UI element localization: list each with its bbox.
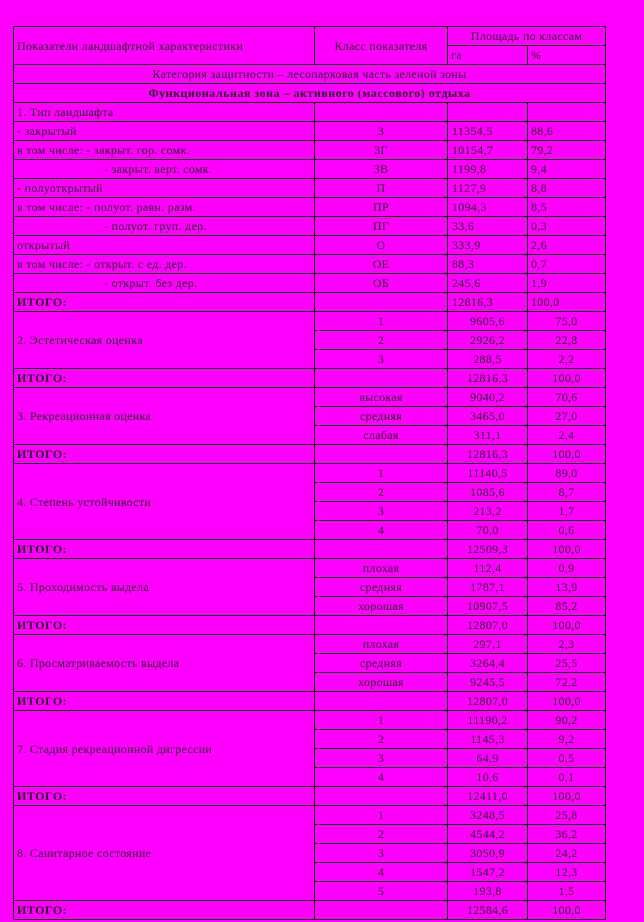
row-area-ha: 3050,9 bbox=[448, 844, 528, 863]
row-area-pct: 89,0 bbox=[528, 464, 606, 483]
table-row bbox=[14, 806, 606, 825]
empty-cell bbox=[315, 787, 448, 806]
total-label: ИТОГО: bbox=[14, 692, 315, 711]
row-area-pct: 22,8 bbox=[528, 331, 606, 350]
table-row bbox=[14, 274, 606, 293]
table-row bbox=[14, 711, 606, 730]
section-title: 7. Стадия рекреационной дигрессии bbox=[14, 711, 315, 787]
category-label: Категория защитности – лесопарковая часть зеленой зоны bbox=[14, 65, 606, 84]
header-row-top bbox=[14, 27, 606, 46]
row-class: З bbox=[315, 122, 448, 141]
total-area-pct: 100,0 bbox=[528, 692, 606, 711]
row-area-pct: 9,4 bbox=[528, 160, 606, 179]
zone-row bbox=[14, 84, 606, 103]
total-area-ha: 12411,0 bbox=[448, 787, 528, 806]
empty-cell bbox=[315, 540, 448, 559]
category-row bbox=[14, 65, 606, 84]
row-area-pct: 1,5 bbox=[528, 882, 606, 901]
row-area-pct: 85,2 bbox=[528, 597, 606, 616]
row-area-ha: 11354,5 bbox=[448, 122, 528, 141]
total-label: ИТОГО: bbox=[14, 901, 315, 920]
landscape-section-title: 1. Тип ландшафта bbox=[14, 103, 315, 122]
row-area-pct: 2,4 bbox=[528, 426, 606, 445]
section-title: 2. Эстетическая оценка bbox=[14, 312, 315, 369]
total-area-pct: 100,0 bbox=[528, 369, 606, 388]
row-area-pct: 0,5 bbox=[528, 749, 606, 768]
row-label: в том числе: - открыт. с ед. дер. bbox=[14, 255, 315, 274]
empty-cell bbox=[315, 445, 448, 464]
row-class: О bbox=[315, 236, 448, 255]
row-area-ha: 10,6 bbox=[448, 768, 528, 787]
row-area-ha: 70,0 bbox=[448, 521, 528, 540]
row-class: П bbox=[315, 179, 448, 198]
row-class: 1 bbox=[315, 464, 448, 483]
total-label: ИТОГО: bbox=[14, 787, 315, 806]
total-area-ha: 12816,3 bbox=[448, 293, 528, 312]
table-body bbox=[14, 27, 606, 920]
row-area-ha: 297,1 bbox=[448, 635, 528, 654]
row-class: средняя bbox=[315, 578, 448, 597]
row-area-ha: 10907,5 bbox=[448, 597, 528, 616]
row-area-pct: 8,7 bbox=[528, 483, 606, 502]
table-row bbox=[14, 464, 606, 483]
row-area-ha: 9040,2 bbox=[448, 388, 528, 407]
total-area-pct: 100,0 bbox=[528, 445, 606, 464]
table-row bbox=[14, 236, 606, 255]
row-area-ha: 333,9 bbox=[448, 236, 528, 255]
row-area-pct: 1,7 bbox=[528, 502, 606, 521]
empty-cell bbox=[315, 901, 448, 920]
total-area-pct: 100,0 bbox=[528, 787, 606, 806]
row-area-ha: 213,2 bbox=[448, 502, 528, 521]
row-area-ha: 1199,8 bbox=[448, 160, 528, 179]
section-title: 5. Проходимость выдела bbox=[14, 559, 315, 616]
row-area-ha: 1085,6 bbox=[448, 483, 528, 502]
row-label: в том числе: - полуот. равн. разм. bbox=[14, 198, 315, 217]
table-row bbox=[14, 179, 606, 198]
total-row bbox=[14, 901, 606, 920]
empty-cell bbox=[315, 616, 448, 635]
table-row bbox=[14, 388, 606, 407]
row-class: 2 bbox=[315, 331, 448, 350]
total-label: ИТОГО: bbox=[14, 369, 315, 388]
row-class: 5 bbox=[315, 882, 448, 901]
row-area-ha: 1787,1 bbox=[448, 578, 528, 597]
row-area-ha: 88,3 bbox=[448, 255, 528, 274]
row-class: 4 bbox=[315, 768, 448, 787]
row-area-ha: 4544,2 bbox=[448, 825, 528, 844]
table-row bbox=[14, 198, 606, 217]
row-class: хорошая bbox=[315, 673, 448, 692]
total-label: ИТОГО: bbox=[14, 540, 315, 559]
table-row bbox=[14, 122, 606, 141]
header-ha: га bbox=[448, 46, 528, 65]
row-area-pct: 1,9 bbox=[528, 274, 606, 293]
row-class: 2 bbox=[315, 825, 448, 844]
header-class: Класс показателя bbox=[315, 27, 448, 65]
empty-cell bbox=[315, 293, 448, 312]
row-area-pct: 25,8 bbox=[528, 806, 606, 825]
row-area-pct: 2,3 bbox=[528, 635, 606, 654]
row-area-pct: 0,3 bbox=[528, 217, 606, 236]
row-area-pct: 2,6 bbox=[528, 236, 606, 255]
empty-cell bbox=[315, 369, 448, 388]
empty-cell bbox=[528, 103, 606, 122]
row-class: 3 bbox=[315, 749, 448, 768]
row-class: плохая bbox=[315, 559, 448, 578]
row-class: плохая bbox=[315, 635, 448, 654]
row-area-ha: 1094,3 bbox=[448, 198, 528, 217]
row-class: 1 bbox=[315, 711, 448, 730]
landscape-characteristics-table bbox=[13, 26, 606, 920]
row-area-pct: 70,6 bbox=[528, 388, 606, 407]
row-area-ha: 10154,7 bbox=[448, 141, 528, 160]
section-title: 6. Просматриваемость выдела bbox=[14, 635, 315, 692]
row-area-pct: 88,6 bbox=[528, 122, 606, 141]
row-area-ha: 193,8 bbox=[448, 882, 528, 901]
row-area-ha: 9605,6 bbox=[448, 312, 528, 331]
section-title: 3. Рекреационная оценка bbox=[14, 388, 315, 445]
empty-cell bbox=[315, 103, 448, 122]
row-label: открытый bbox=[14, 236, 315, 255]
total-row bbox=[14, 692, 606, 711]
row-class: высокая bbox=[315, 388, 448, 407]
header-area-group: Площадь по классам bbox=[448, 27, 606, 46]
row-label: - открыт. без дер. bbox=[14, 274, 315, 293]
row-area-ha: 245,6 bbox=[448, 274, 528, 293]
total-area-ha: 12509,3 bbox=[448, 540, 528, 559]
row-class: хорошая bbox=[315, 597, 448, 616]
total-area-ha: 12807,0 bbox=[448, 616, 528, 635]
row-area-pct: 36,2 bbox=[528, 825, 606, 844]
row-area-ha: 3465,0 bbox=[448, 407, 528, 426]
row-area-ha: 1547,2 bbox=[448, 863, 528, 882]
row-class: ПГ bbox=[315, 217, 448, 236]
row-area-ha: 64,9 bbox=[448, 749, 528, 768]
total-area-pct: 100,0 bbox=[528, 616, 606, 635]
row-area-ha: 311,1 bbox=[448, 426, 528, 445]
total-row bbox=[14, 293, 606, 312]
total-label: ИТОГО: bbox=[14, 293, 315, 312]
row-class: слабая bbox=[315, 426, 448, 445]
row-area-pct: 0,7 bbox=[528, 255, 606, 274]
table-row bbox=[14, 559, 606, 578]
zone-label: Функциональная зона – активного (массового) отдыха bbox=[14, 84, 606, 103]
row-area-pct: 8,5 bbox=[528, 198, 606, 217]
total-area-pct: 100,0 bbox=[528, 901, 606, 920]
table-row bbox=[14, 635, 606, 654]
row-area-ha: 11190,2 bbox=[448, 711, 528, 730]
empty-cell bbox=[315, 692, 448, 711]
row-area-ha: 2926,2 bbox=[448, 331, 528, 350]
row-area-pct: 0,6 bbox=[528, 521, 606, 540]
row-area-pct: 90,2 bbox=[528, 711, 606, 730]
row-class: средняя bbox=[315, 654, 448, 673]
table-row bbox=[14, 160, 606, 179]
row-area-pct: 9,2 bbox=[528, 730, 606, 749]
row-area-pct: 24,2 bbox=[528, 844, 606, 863]
row-label: - закрыт. верт. сомк. bbox=[14, 160, 315, 179]
row-area-pct: 75,0 bbox=[528, 312, 606, 331]
total-area-ha: 12816,3 bbox=[448, 369, 528, 388]
table-row bbox=[14, 255, 606, 274]
row-class: ЗВ bbox=[315, 160, 448, 179]
row-area-ha: 33,6 bbox=[448, 217, 528, 236]
row-area-pct: 79,2 bbox=[528, 141, 606, 160]
row-class: 3 bbox=[315, 502, 448, 521]
row-class: 1 bbox=[315, 806, 448, 825]
row-area-pct: 0,1 bbox=[528, 768, 606, 787]
row-class: 2 bbox=[315, 483, 448, 502]
total-row bbox=[14, 369, 606, 388]
row-class: 3 bbox=[315, 350, 448, 369]
row-area-ha: 9245,5 bbox=[448, 673, 528, 692]
table-row bbox=[14, 312, 606, 331]
row-area-ha: 1145,3 bbox=[448, 730, 528, 749]
total-label: ИТОГО: bbox=[14, 445, 315, 464]
total-area-pct: 100,0 bbox=[528, 293, 606, 312]
row-area-pct: 13,9 bbox=[528, 578, 606, 597]
row-class: ОЕ bbox=[315, 255, 448, 274]
row-class: ЗГ bbox=[315, 141, 448, 160]
row-area-ha: 288,5 bbox=[448, 350, 528, 369]
row-class: средняя bbox=[315, 407, 448, 426]
row-label: - закрытый bbox=[14, 122, 315, 141]
section-title: 8. Санитарное состояние bbox=[14, 806, 315, 901]
empty-cell bbox=[448, 103, 528, 122]
header-indicator: Показатели ландшафтной характеристики bbox=[14, 27, 315, 65]
total-area-ha: 12816,3 bbox=[448, 445, 528, 464]
total-area-ha: 12584,6 bbox=[448, 901, 528, 920]
row-area-pct: 8,8 bbox=[528, 179, 606, 198]
total-label: ИТОГО: bbox=[14, 616, 315, 635]
total-area-ha: 12807,0 bbox=[448, 692, 528, 711]
row-area-pct: 2,2 bbox=[528, 350, 606, 369]
row-area-ha: 1127,9 bbox=[448, 179, 528, 198]
row-area-pct: 12,3 bbox=[528, 863, 606, 882]
row-class: 1 bbox=[315, 312, 448, 331]
row-label: - полуоткрытый bbox=[14, 179, 315, 198]
row-area-ha: 11140,5 bbox=[448, 464, 528, 483]
row-label: - полуот. груп. дер. bbox=[14, 217, 315, 236]
table-row bbox=[14, 217, 606, 236]
row-class: 4 bbox=[315, 863, 448, 882]
landscape-section-row bbox=[14, 103, 606, 122]
total-row bbox=[14, 540, 606, 559]
total-row bbox=[14, 787, 606, 806]
row-area-ha: 3248,5 bbox=[448, 806, 528, 825]
row-area-pct: 27,0 bbox=[528, 407, 606, 426]
row-class: 2 bbox=[315, 730, 448, 749]
total-area-pct: 100,0 bbox=[528, 540, 606, 559]
row-class: ОБ bbox=[315, 274, 448, 293]
total-row bbox=[14, 616, 606, 635]
row-area-pct: 72,2 bbox=[528, 673, 606, 692]
row-class: 4 bbox=[315, 521, 448, 540]
row-class: ПР bbox=[315, 198, 448, 217]
header-pct: % bbox=[528, 46, 606, 65]
row-label: в том числе: - закрыт. гор. сомк. bbox=[14, 141, 315, 160]
section-title: 4. Степень устойчивости bbox=[14, 464, 315, 540]
row-area-pct: 0,9 bbox=[528, 559, 606, 578]
row-area-ha: 3264,4 bbox=[448, 654, 528, 673]
total-row bbox=[14, 445, 606, 464]
row-class: 3 bbox=[315, 844, 448, 863]
row-area-pct: 25,5 bbox=[528, 654, 606, 673]
row-area-ha: 112,4 bbox=[448, 559, 528, 578]
table-row bbox=[14, 141, 606, 160]
